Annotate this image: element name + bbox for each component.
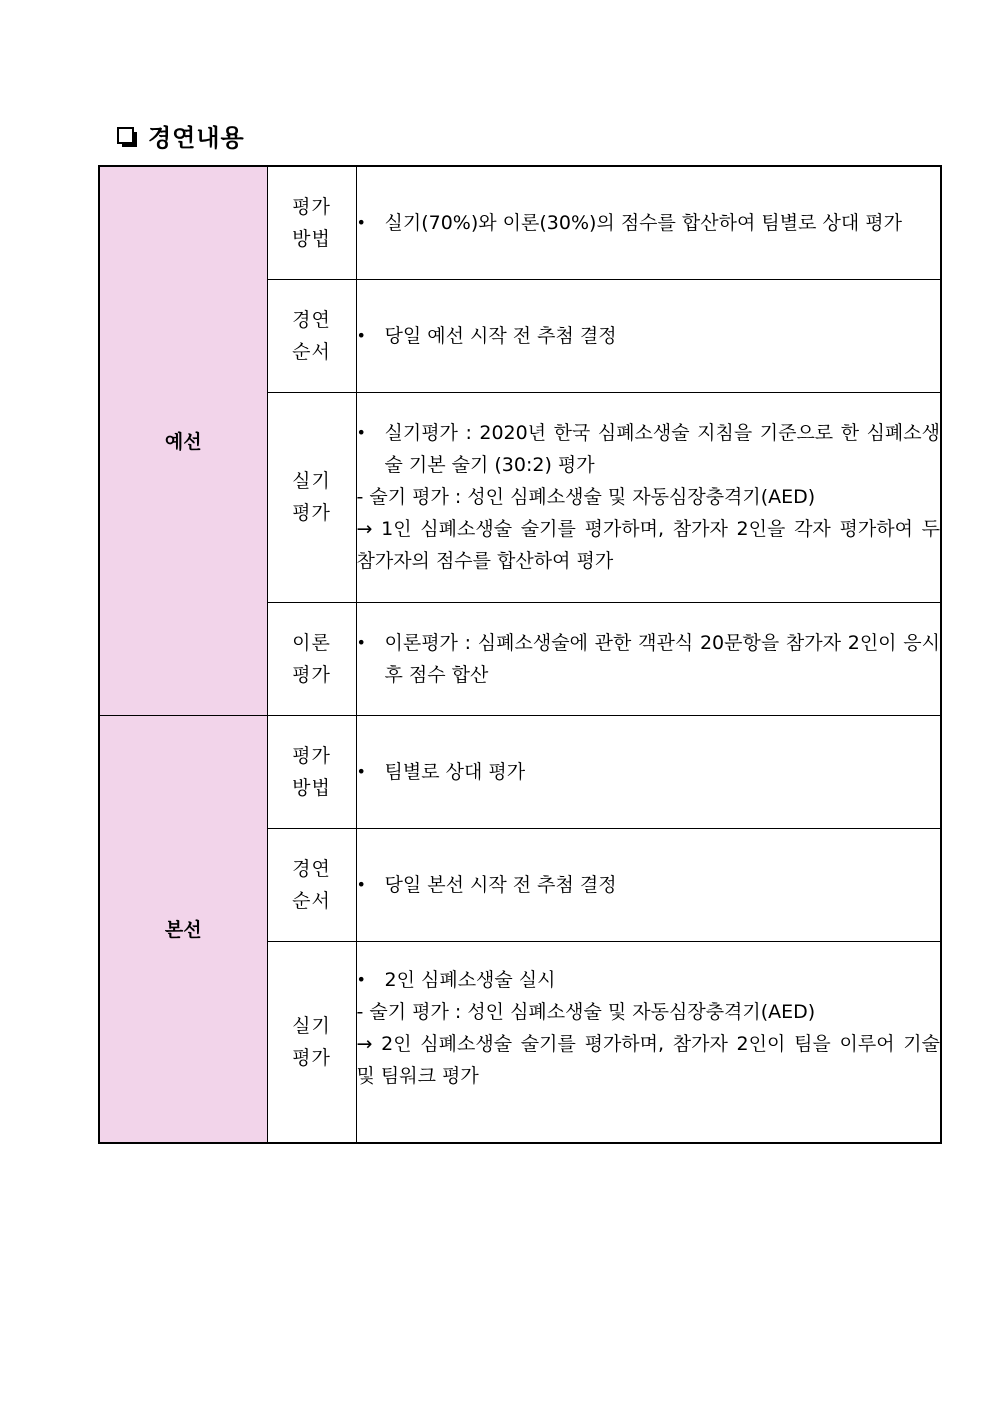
row-label-line: 평가 (292, 502, 331, 524)
detail-line: → 1인 심폐소생술 술기를 평가하며, 참가자 2인을 각자 평가하여 두 참가자의 점수를 합산하여 평가 (356, 518, 940, 572)
bullet-icon: • (356, 761, 366, 781)
bullet-text: 이론평가 : 심폐소생술에 관한 객관식 20문항을 참가자 2인이 응시 후 점수 합산 (384, 631, 940, 686)
bullet-text: 당일 예선 시작 전 추첨 결정 (384, 324, 617, 347)
bullet-icon: • (356, 325, 366, 345)
bullet-item (357, 417, 941, 481)
row-label-line: 실기 (292, 1014, 331, 1037)
bullet-item (357, 627, 941, 691)
bullet-icon: • (356, 632, 366, 652)
row-label (267, 715, 356, 828)
row-label-line: 평가 (292, 744, 331, 767)
bullet-item (357, 320, 941, 352)
row-label-line: 평가 (292, 1046, 331, 1069)
contest-content-table (98, 165, 942, 1144)
bullet-text: 당일 본선 시작 전 추첨 결정 (384, 873, 617, 896)
row-label-line: 방법 (292, 227, 331, 250)
table-row (99, 166, 941, 279)
row-label (267, 279, 356, 392)
section-heading (117, 118, 245, 152)
detail-line: - 술기 평가 : 성인 심폐소생술 및 자동심장충격기(AED) (356, 486, 816, 508)
row-label-line: 순서 (292, 889, 331, 912)
heading-text: 경연내용 (148, 123, 245, 152)
row-label (267, 392, 356, 602)
bullet-text: 팀별로 상대 평가 (384, 760, 526, 783)
row-label-line: 방법 (292, 776, 331, 799)
section-cell-preliminary: 예선 (99, 166, 267, 715)
row-content (356, 715, 941, 828)
bullet-text: 실기(70%)와 이론(30%)의 점수를 합산하여 팀별로 상대 평가 (384, 211, 902, 234)
row-content (356, 392, 941, 602)
bullet-icon: • (356, 969, 366, 989)
section-cell-final: 본선 (99, 715, 267, 1143)
row-label (267, 166, 356, 279)
row-label-line: 순서 (292, 340, 331, 363)
bullet-item (357, 207, 941, 239)
row-content (356, 941, 941, 1143)
row-content (356, 602, 941, 715)
row-label (267, 941, 356, 1143)
table-row (99, 715, 941, 828)
bullet-item (357, 756, 941, 788)
row-label-line: 경연 (292, 857, 331, 880)
row-label (267, 602, 356, 715)
bullet-text: 2인 심폐소생술 실시 (384, 968, 556, 991)
checkbox-square-icon (117, 127, 134, 144)
row-label (267, 828, 356, 941)
row-label-line: 이론 (292, 631, 331, 654)
detail-line: - 술기 평가 : 성인 심폐소생술 및 자동심장충격기(AED) (356, 1000, 816, 1023)
bullet-item (357, 964, 941, 996)
row-label-line: 실기 (292, 470, 331, 492)
bullet-text: 실기평가 : 2020년 한국 심폐소생술 지침을 기준으로 한 심폐소생술 기본 술기 (30:2) 평가 (384, 422, 940, 476)
bullet-icon: • (356, 212, 366, 232)
row-content (356, 279, 941, 392)
bullet-item (357, 869, 941, 901)
detail-line: → 2인 심폐소생술 술기를 평가하며, 참가자 2인이 팀을 이루어 기술 및 팀워크 평가 (356, 1032, 940, 1087)
row-content (356, 828, 941, 941)
bullet-icon: • (356, 874, 366, 894)
row-label-line: 경연 (292, 308, 331, 331)
bullet-icon: • (356, 423, 366, 442)
row-content (356, 166, 941, 279)
row-label-line: 평가 (292, 663, 331, 686)
row-label-line: 평가 (292, 195, 331, 218)
